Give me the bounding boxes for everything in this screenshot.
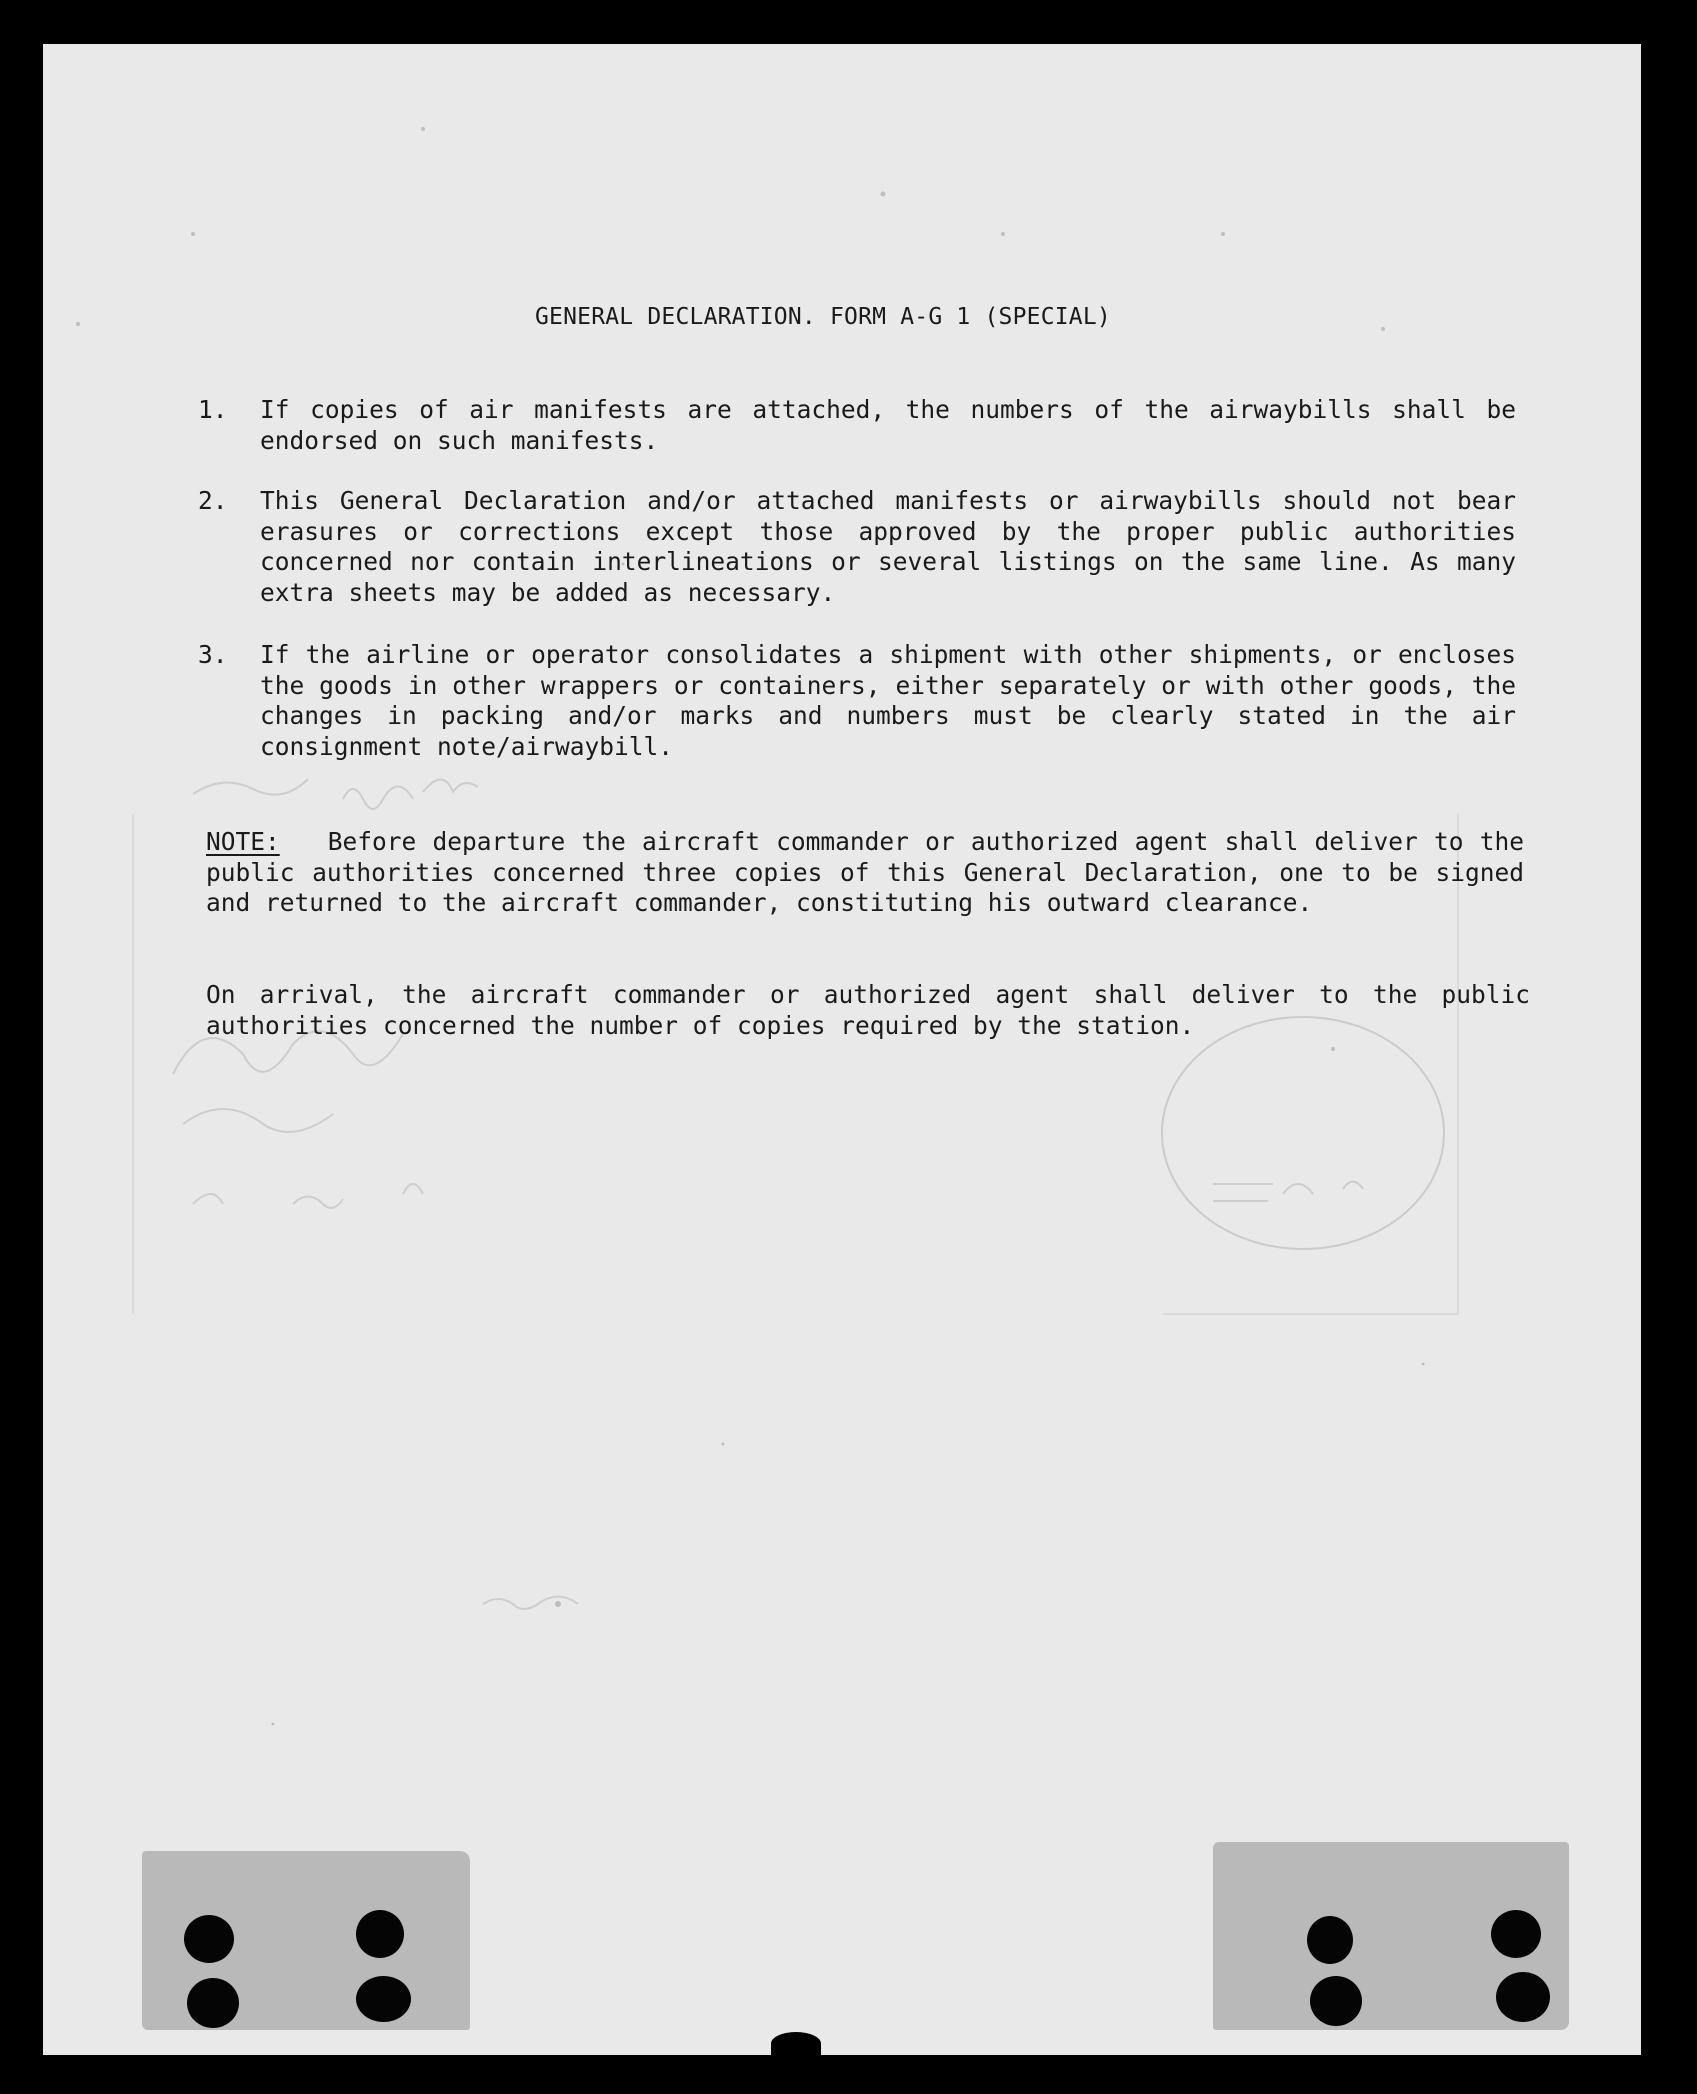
note-label: NOTE: — [206, 827, 280, 856]
page-title: GENERAL DECLARATION. FORM A-G 1 (SPECIAL) — [535, 304, 1111, 330]
list-item-text: If the airline or operator consolidates a shipment with other shipments, or encloses the goods in other wrappers or containers, either separately or with other goods, the changes in packing and/or marks and numbers must be clearly stated in the air consignment note/airwaybill. — [260, 640, 1516, 761]
punch-hole — [356, 1910, 404, 1958]
tape-strip-left — [142, 1851, 470, 2030]
list-item-number: 2. — [198, 486, 228, 515]
note-paragraph — [206, 827, 1524, 919]
document-page — [43, 44, 1641, 2055]
list-item-number: 1. — [198, 395, 228, 424]
punch-hole — [1491, 1910, 1541, 1958]
binder-notch — [771, 2032, 821, 2055]
punch-hole — [187, 1978, 239, 2028]
arrival-paragraph: On arrival, the aircraft commander or authorized agent shall deliver to the public authorities concerned the number of copies required by the station. — [206, 980, 1530, 1040]
note-text: Before departure the aircraft commander or authorized agent shall deliver to the public authorities concerned three copies of this General Declaration, one to be signed and returned to the aircraft commander, constituting his outward clearance. — [206, 827, 1524, 917]
punch-hole — [1496, 1972, 1550, 2022]
list-item-text: This General Declaration and/or attached manifests or airwaybills should not bear erasures or corrections except those approved by the proper public authorities concerned nor contain interlineations or several listings on the same line. As many extra sheets may be added as necessary. — [260, 486, 1516, 607]
tape-strip-right — [1213, 1842, 1569, 2030]
punch-hole — [1310, 1976, 1362, 2026]
list-item-number: 3. — [198, 640, 228, 669]
list-item-text: If copies of air manifests are attached, the numbers of the airwaybills shall be endorsed on such manifests. — [260, 395, 1516, 455]
punch-hole — [184, 1915, 234, 1963]
punch-hole — [1307, 1916, 1353, 1964]
faded-stamp — [1161, 1016, 1445, 1250]
punch-hole — [356, 1976, 411, 2022]
